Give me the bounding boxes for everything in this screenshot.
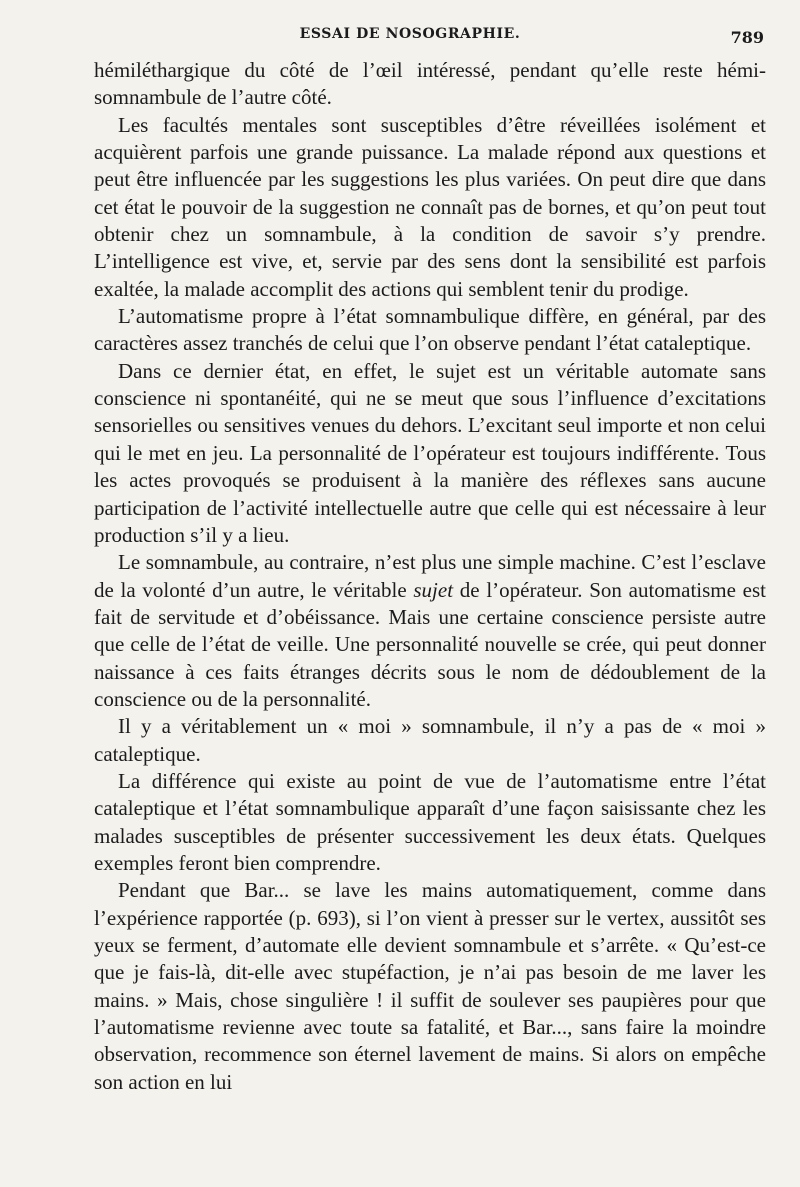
paragraph-3: L’automatisme propre à l’état somnambulique diffère, en général, par des caractères assez tranchés de celui que l’on observe pendant l’état cataleptique. (94, 304, 766, 356)
paragraph-5-before: Le somnambule, au contraire, n’est plus une simple machine. C’est l’esclave de la volonté d’un autre, le véritable (94, 550, 766, 602)
paragraph-6: Il y a véritablement un « moi » somnambule, il n’y a pas de « moi » cataleptique. (94, 714, 766, 766)
paragraph-5-emphasis: sujet (413, 577, 454, 602)
paragraph-5 (94, 549, 766, 713)
paragraph-4: Dans ce dernier état, en effet, le sujet est un véritable automate sans conscience ni spontanéité, qui ne se meut que sous l’influence d’excitations sensorielles ou sensitives venues du dehors. L’excitant seul importe et non celui qui le met en jeu. La personnalité de l’opérateur est toujours indifférente. Tous les actes provoqués se produisent à la manière des réflexes sans aucune participation de l’activité intellectuelle autre que celle qui est nécessaire à leur production s’il y a lieu. (94, 358, 766, 547)
body-text (94, 57, 766, 1096)
running-title: ESSAI DE NOSOGRAPHIE. (299, 26, 521, 42)
page-number: 789 (730, 28, 764, 47)
paragraph-5-after: de l’opérateur. Son automatisme est fait de servitude et d’obéissance. Mais une certaine conscience persiste autre que celle de l’état de veille. Une personnalité nouvelle se crée, qui peut donner naissance à ces faits étranges décrits sous le nom de dédoublement de la conscience ou de la personnalité. (94, 577, 767, 711)
paragraph-8: Pendant que Bar... se lave les mains automatiquement, comme dans l’expérience rapportée (p. 693), si l’on vient à presser sur le vertex, aussitôt ses yeux se ferment, d’automate elle devient somnambule et s’arrête. « Qu’est-ce que je fais-là, dit-elle avec stupéfaction, je n’ai pas besoin de me laver les mains. » Mais, chose singulière ! il suffit de soulever ses paupières pour que l’automatisme revienne avec toute sa fatalité, et Bar..., sans faire la moindre observation, recommence son éternel lavement de mains. Si alors on empêche son action en lui (94, 878, 766, 1094)
paragraph-7: La différence qui existe au point de vue de l’automatisme entre l’état cataleptique et l’état somnambulique apparaît d’une façon saisissante chez les malades susceptibles de présenter successivement les deux états. Quelques exemples feront bien comprendre. (94, 768, 766, 875)
paragraph-2: Les facultés mentales sont susceptibles d’être réveillées isolément et acquièrent parfois une grande puissance. La malade répond aux questions et peut être influencée par les suggestions les plus variées. On peut dire que dans cet état le pouvoir de la suggestion ne connaît pas de bornes, et qu’on peut tout obtenir chez un somnambule, à la condition de savoir s’y prendre. L’intelligence est vive, et, servie par des sens dont la sensibilité est parfois exaltée, la malade accomplit des actions qui semblent tenir du prodige. (94, 112, 766, 301)
paragraph-1: hémiléthargique du côté de l’œil intéressé, pendant qu’elle reste hémi-somnambule de l’autre côté. (94, 58, 766, 110)
page-header (92, 26, 764, 50)
